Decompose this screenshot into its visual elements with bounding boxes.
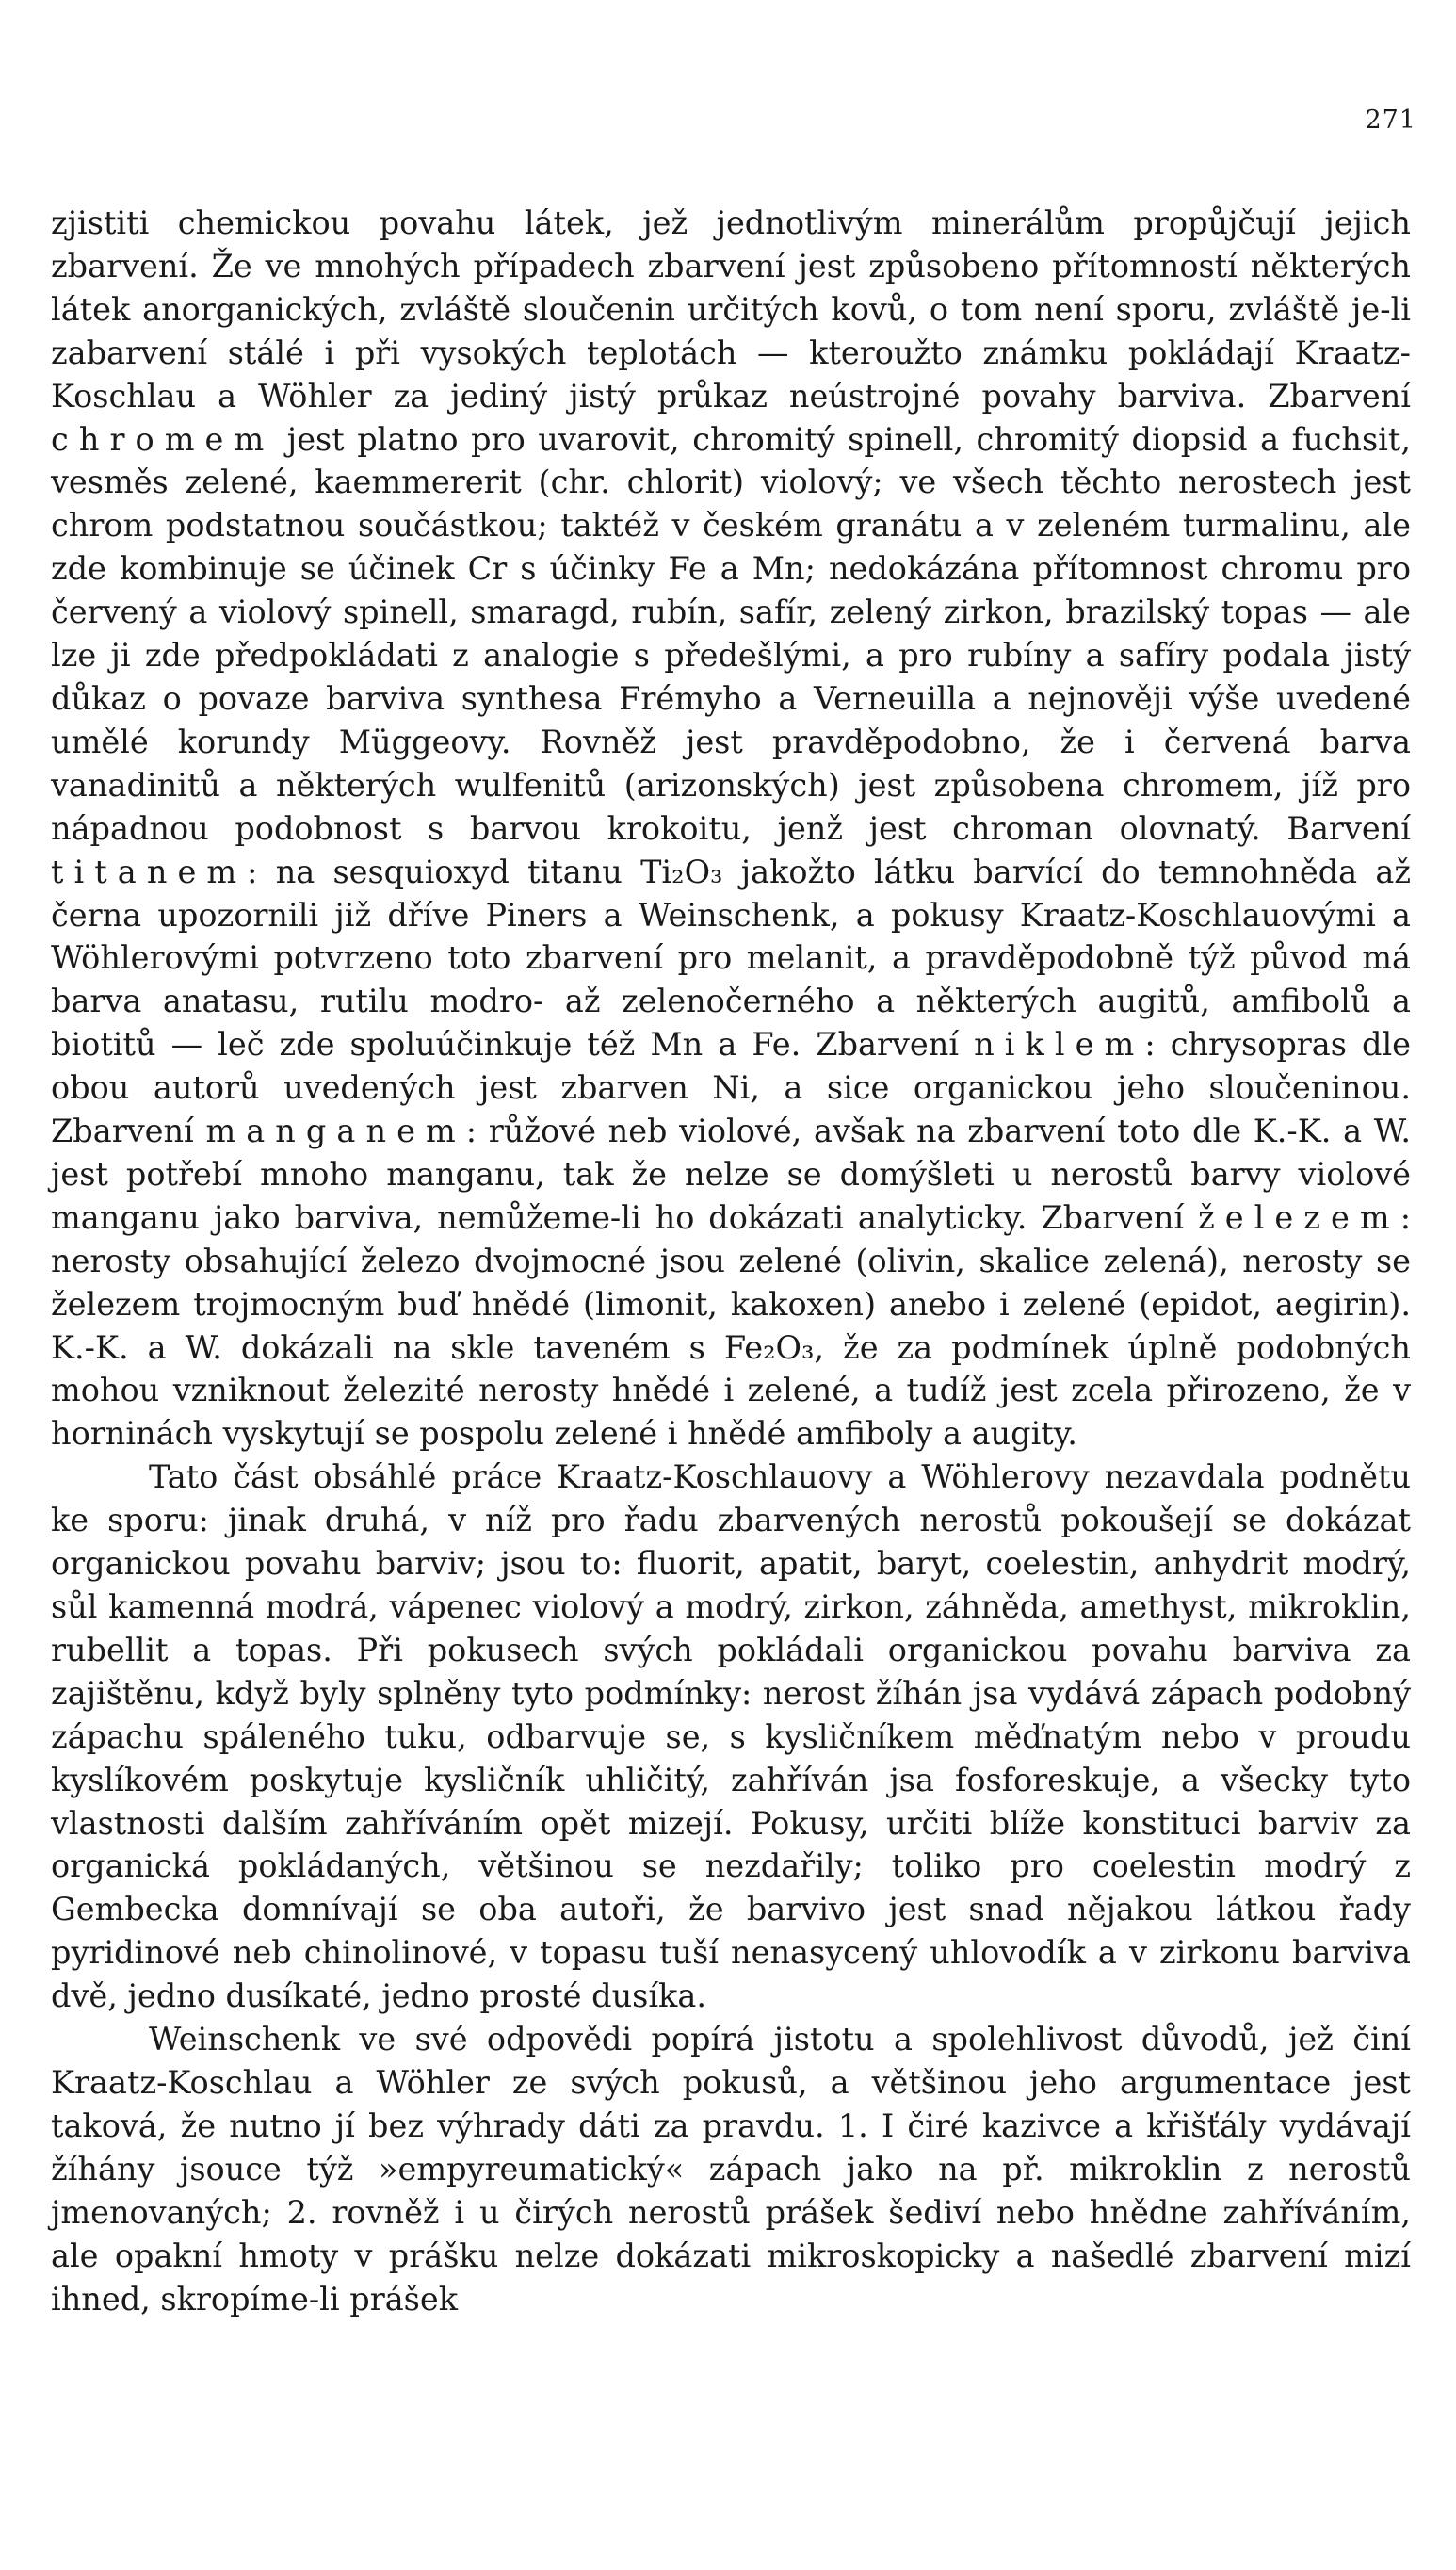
paragraph [51, 2018, 1411, 2320]
paragraph [51, 1456, 1411, 2018]
emphasized-term: niklem [974, 1026, 1145, 1064]
text-run: : na sesquioxyd titanu Ti₂O₃ jakožto látku barvící do temnohněda až černa upozornili již dříve Piners a Weinschenk, a pokusy Kraatz-Koschlauovými a Wöhlerovými potvrzeno toto zbarvení pro melanit, a pravděpodobně týž původ má barva anatasu, rutilu modro- až zelenočerného a některých augitů, amfibolů a biotitů — leč zde spoluúčinkuje též Mn a Fe. Zbarvení [51, 853, 1411, 1064]
page-number: 271 [1365, 106, 1416, 135]
text-run: Weinschenk ve své odpovědi popírá jistotu a spolehlivost důvodů, jež činí Kraatz-Koschlau a Wöhler ze svých pokusů, a většinou jeho argumentace jest taková, že nutno jí bez výhrady dáti za pravdu. 1. I čiré kazivce a křišťály vydávají žíhány jsouce týž »empyreumatický« zápach jako na př. mikroklin z nerostů jmenovaných; 2. rovněž i u čirých nerostů prášek šediví nebo hnědne zahříváním, ale opakní hmoty v prášku nelze dokázati mikroskopicky a našedlé zbarvení mizí ihned, skropíme-li prášek [51, 2021, 1411, 2318]
text-run: Tato část obsáhlé práce Kraatz-Koschlauovy a Wöhlerovy nezavdala podnětu ke sporu: jinak druhá, v níž pro řadu zbarvených nerostů pokoušejí se dokázat organickou povahu barviv; jsou to: fluorit, apatit, baryt, coelestin, anhydrit modrý, sůl kamenná modrá, vápenec violový a modrý, zirkon, záhněda, amethyst, mikroklin, rubellit a topas. Při pokusech svých pokládali organickou povahu barviva za zajištěnu, když byly splněny tyto podmínky: nerost žíhán jsa vydává zápach podobný zápachu spáleného tuku, odbarvuje se, s kysličníkem měďnatým nebo v proudu kyslíkovém poskytuje kysličník uhličitý, zahříván jsa fosforeskuje, a všecky tyto vlastnosti dalším zahříváním opět mizejí. Pokusy, určiti blíže konstituci barviv za organická pokládaných, většinou se nezdařily; toliko pro coelestin modrý z Gembecka domnívají se oba autoři, že barvivo jest snad nějakou látkou řady pyridinové neb chinolinové, v topasu tuší nenasycený uhlovodík a v zirkonu barviva dvě, jedno dusíkaté, jedno prosté dusíka. [51, 1458, 1411, 2015]
text-run: : růžové neb violové, avšak na zbarvení toto dle K.-K. a W. jest potřebí mnoho manganu, tak že nelze se domýšleti u nerostů barvy violové manganu jako barviva, nemůžeme-li ho dokázati analyticky. Zbarvení [51, 1113, 1411, 1236]
text-run: : nerosty obsahující železo dvojmocné jsou zelené (olivin, skalice zelená), nerosty se železem trojmocným buď hnědé (limonit, kakoxen) anebo i zelené (epidot, aegirin). K.-K. a W. dokázali na skle taveném s Fe₂O₃, že za podmínek úplně podobných mohou vzniknout železité nerosty hnědé i zelené, a tudíž jest zcela přirozeno, že v horninách vyskytují se pospolu zelené i hnědé amfiboly a augity. [51, 1198, 1411, 1453]
text-run: : chrysopras dle obou autorů uvedených jest zbarven Ni, a sice organickou jeho sloučeninou. Zbarvení [51, 1026, 1411, 1150]
text-run: jest platno pro uvarovit, chromitý spinell, chromitý diopsid a fuchsit, vesměs zelené, kaemmererit (chr. chlorit) violový; ve všech těchto nerostech jest chrom podstatnou součástkou; taktéž v českém granátu a v zeleném turmalinu, ale zde kombinuje se účinek Cr s účinky Fe a Mn; nedokázána přítomnost chromu pro červený a violový spinell, smaragd, rubín, safír, zelený zirkon, brazilský topas — ale lze ji zde předpokládati z analogie s předešlými, a pro rubíny a safíry podala jistý důkaz o povaze barviva synthesa Frémyho a Verneuilla a nejnověji výše uvedené umělé korundy Müggeovy. Rovněž jest pravděpodobno, že i červená barva vanadinitů a některých wulfenitů (arizonských) jest způsobena chromem, jíž pro nápadnou podobnost s barvou krokoitu, jenž jest chroman olovnatý. Barvení [51, 420, 1411, 847]
emphasized-term: chromem [51, 420, 275, 458]
text-run: zjistiti chemickou povahu látek, jež jednotlivým minerálům propůjčují jejich zbarvení. Že ve mnohých případech zbarvení jest způsobeno přítomností některých látek anorganických, zvláště sloučenin určitých kovů, o tom není sporu, zvláště je-li zabarvení stálé i při vysokých teplotách — kteroužto známku pokládají Kraatz-Koschlau a Wöhler za jediný jistý průkaz neústrojné povahy barviva. Zbarvení [51, 204, 1411, 415]
emphasized-term: železem [1198, 1198, 1400, 1236]
emphasized-term: manganem [205, 1113, 466, 1150]
body-text [51, 202, 1411, 2320]
emphasized-term: titanem [51, 853, 248, 890]
paragraph [51, 202, 1411, 1456]
